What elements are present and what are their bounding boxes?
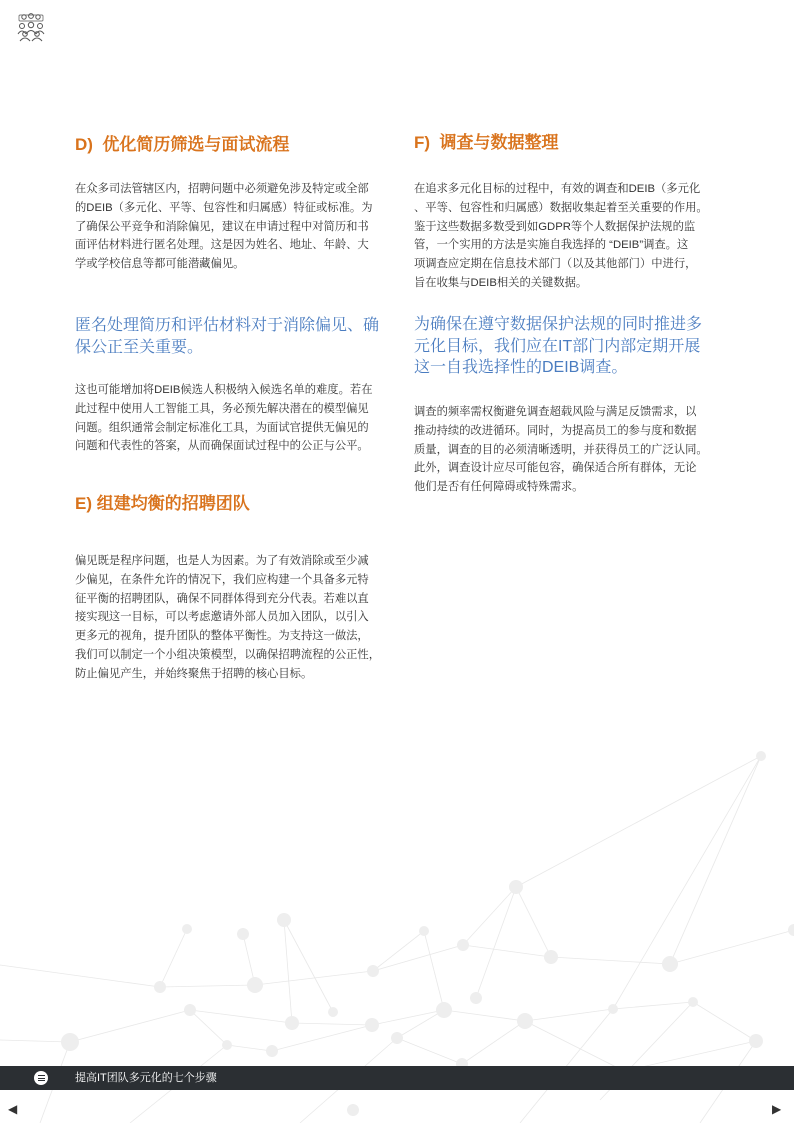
text-line: 质量，调查的目的必须清晰透明，并获得员工的广泛认同。 — [414, 443, 708, 456]
prev-page-button[interactable] — [8, 1100, 22, 1114]
text-line: 、平等、包容性和归属感）数据收集起着至关重要的作用。 — [414, 201, 708, 214]
text-line: 他们是否有任何障碍或特殊需求。 — [414, 481, 584, 494]
footer-bar — [0, 1066, 794, 1090]
text-line: 问题。组织通常会制定标准化工具，为面试官提供无偏见的 — [75, 421, 369, 434]
arrow-right-icon[interactable]: ▶ — [772, 1102, 782, 1116]
section-d-heading: D) 优化简历筛选与面试流程 — [75, 135, 290, 154]
footer-title: 提高IT团队多元化的七个步骤 — [75, 1072, 217, 1084]
quote-line: 元化目标，我们应在IT部门内部定期开展 — [414, 337, 701, 355]
text-line: 面评估材料进行匿名处理。这是因为姓名、地址、年龄、大 — [75, 239, 369, 252]
section-d-paragraph-2 — [75, 381, 395, 456]
section-f-paragraph-2 — [414, 403, 726, 497]
section-d-pull-quote — [75, 315, 395, 358]
quote-line: 保公正至关重要。 — [75, 338, 204, 356]
quote-line: 为确保在遵守数据保护法规的同时推进多 — [414, 316, 703, 333]
quote-line: 这一自我选择性的DEIB调查。 — [414, 359, 628, 376]
text-line: 了确保公平竞争和消除偏见，建议在申请过程中对简历和书 — [75, 220, 369, 233]
text-line: 推动持续的改进循环。同时，为提高员工的参与度和数据 — [414, 424, 697, 437]
people-group-icon — [16, 12, 46, 42]
text-line: 旨在收集与DEIB相关的关键数据。 — [414, 276, 588, 289]
section-f-heading: F) 调查与数据整理 — [414, 133, 559, 152]
text-line: 调查的频率需权衡避免调查超载风险与满足反馈需求，以 — [414, 406, 697, 418]
text-line: 少偏见，在条件允许的情况下，我们应构建一个具备多元特 — [75, 573, 369, 586]
text-line: 征平衡的招聘团队，确保不同群体得到充分代表。若难以直 — [75, 592, 369, 605]
text-line: 接实现这一目标，可以考虑邀请外部人员加入团队，以引入 — [75, 611, 369, 624]
text-line: 防止偏见产生，并始终聚焦于招聘的核心目标。 — [75, 667, 313, 680]
text-line: 我们可以制定一个小组决策模型，以确保招聘流程的公正性， — [75, 648, 381, 661]
quote-line: 匿名处理简历和评估材料对于消除偏见、确 — [75, 317, 380, 334]
section-f-paragraph — [414, 180, 726, 293]
text-line: 在众多司法管辖区内，招聘问题中必须避免涉及特定或全部 — [75, 183, 369, 195]
text-line: 项调查应定期在信息技术部门（以及其他部门）中进行， — [414, 258, 697, 271]
next-page-button[interactable] — [772, 1100, 786, 1114]
text-line: 这也可能增加将DEIB候选人积极纳入候选名单的难度。若在 — [75, 384, 373, 396]
text-line: 鉴于这些数据多数受到如GDPR等个人数据保护法规的监 — [414, 220, 696, 233]
text-line: 此外，调查设计应尽可能包容，确保适合所有群体，无论 — [414, 462, 697, 475]
arrow-left-icon[interactable]: ◀ — [8, 1102, 18, 1116]
menu-icon[interactable] — [34, 1071, 48, 1085]
text-line: 管，一个实用的方法是实施自我选择的 “DEIB”调查。这 — [414, 239, 689, 252]
section-e-paragraph — [75, 552, 395, 684]
text-line: 学或学校信息等都可能潜藏偏见。 — [75, 258, 245, 271]
text-line: 此过程中使用人工智能工具，务必预先解决潜在的模型偏见 — [75, 402, 369, 415]
text-line: 问题和代表性的答案，从而确保面试过程中的公正与公平。 — [75, 440, 369, 453]
text-line: 的DEIB（多元化、平等、包容性和归属感）特征或标准。为 — [75, 201, 373, 214]
text-line: 更多元的视角，提升团队的整体平衡性。为支持这一做法， — [75, 630, 369, 643]
text-line: 偏见既是程序问题，也是人为因素。为了有效消除或至少减 — [75, 555, 369, 567]
section-e-heading: E) 组建均衡的招聘团队 — [75, 494, 250, 513]
section-d-paragraph — [75, 180, 395, 274]
text-line: 在追求多元化目标的过程中，有效的调查和DEIB（多元化 — [414, 183, 701, 195]
section-f-pull-quote — [414, 314, 726, 379]
